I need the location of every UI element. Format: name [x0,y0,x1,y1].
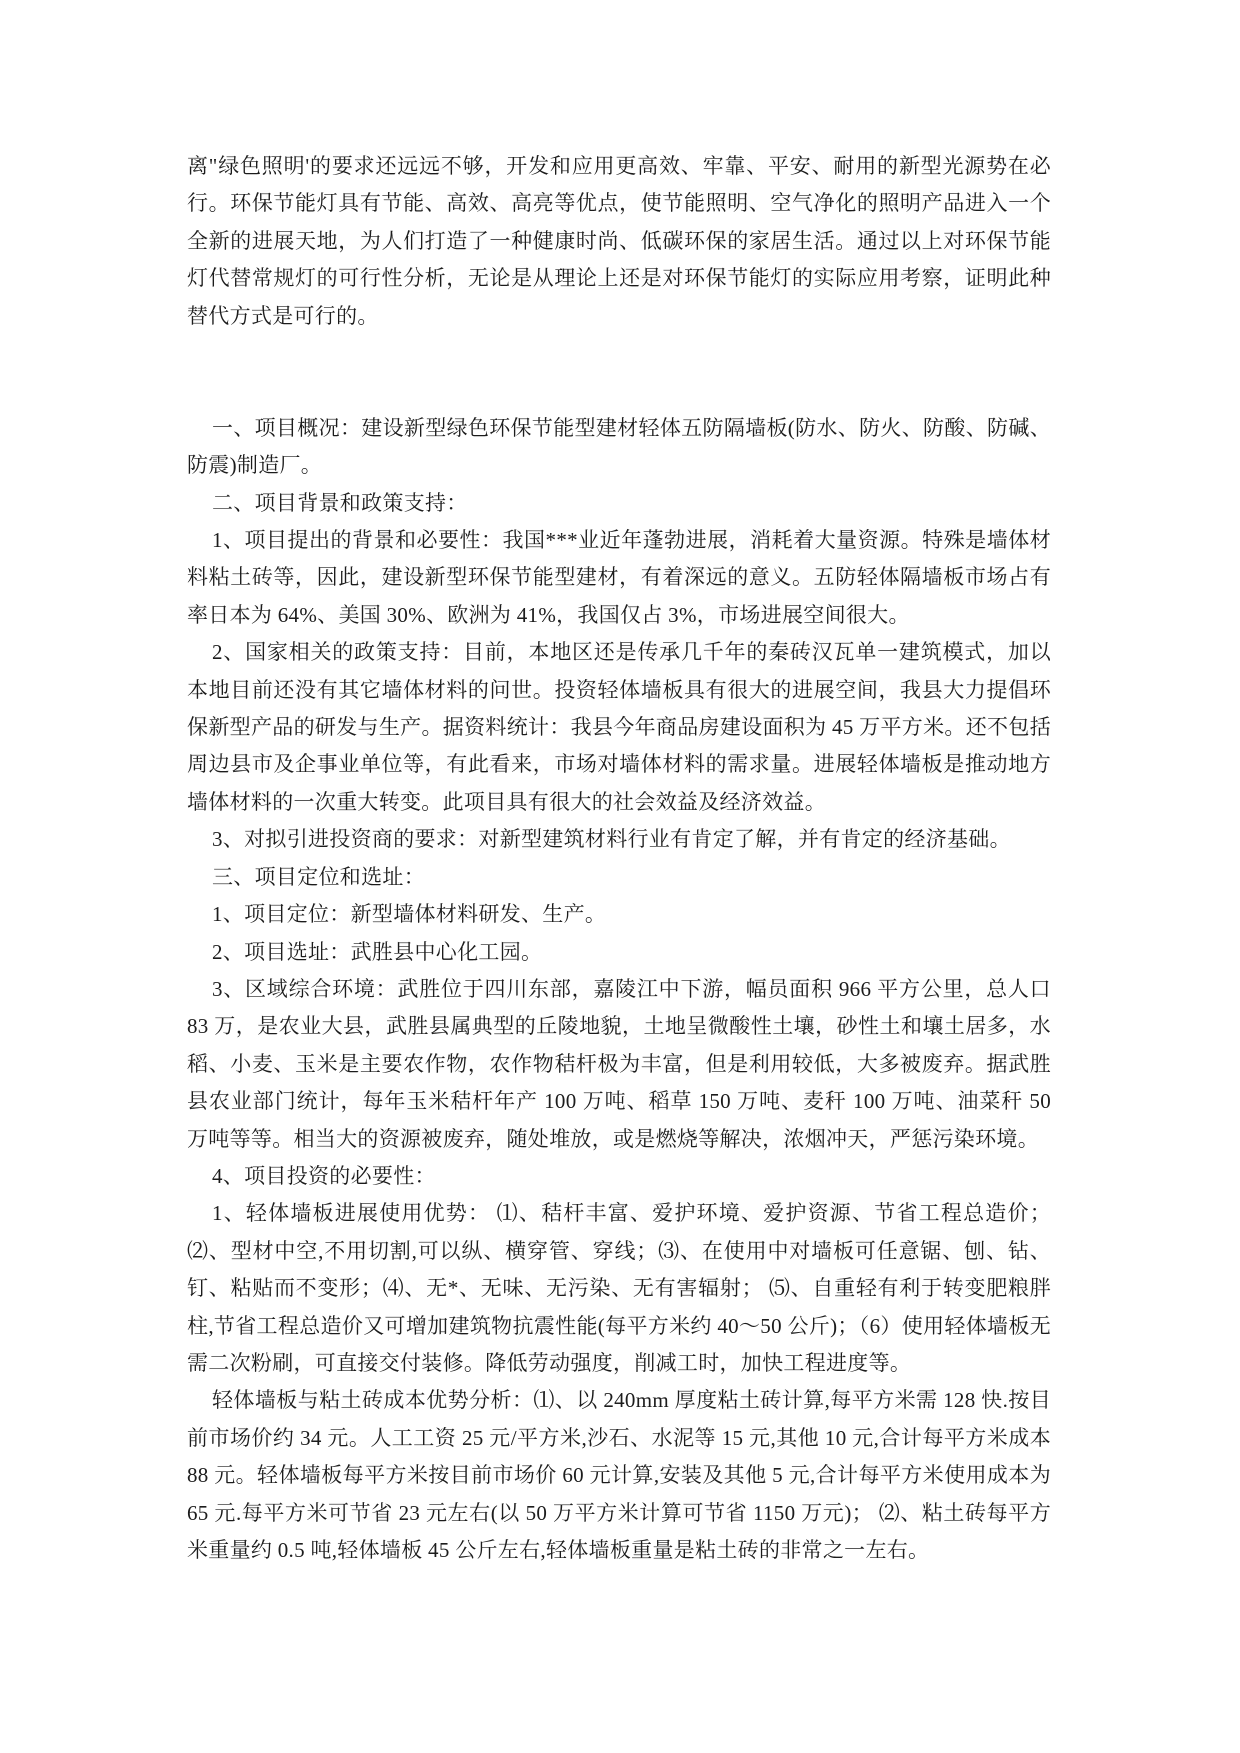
paragraph-policy-support: 2、国家相关的政策支持：目前，本地区还是传承几千年的秦砖汉瓦单一建筑模式，加以本地目前还没有其它墙体材料的问世。投资轻体墙板具有很大的进展空间，我县大力提倡环保新型产品的研发与生产。据资料统计：我县今年商品房建设面积为 45 万平方米。还不包括周边县市及企事业单位等，有此看来，市场对墙体材料的需求量。进展轻体墙板是推动地方墙体材料的一次重大转变。此项目具有很大的社会效益及经济效益。 [187,640,1051,814]
paragraph-project-overview: 一、项目概况：建设新型绿色环保节能型建材轻体五防隔墙板(防水、防火、防酸、防碱、防震)制造厂。 [187,415,1051,478]
paragraph-wallboard-advantages: 1、轻体墙板进展使用优势： ⑴、秸杆丰富、爱护环境、爱护资源、节省工程总造价；⑵、型材中空,不用切割,可以纵、横穿管、穿线；⑶、在使用中对墙板可任意锯、刨、钻、钉、粘贴而不变形；⑷、无*、无味、无污染、无有害辐射； ⑸、自重轻有利于转变肥粮胖柱,节省工程总造价又可增加建筑物抗震性能(每平方米约 40～50 公斤)；（6）使用轻体墙板无需二次粉刷，可直接交付装修。降低劳动强度，削减工时，加快工程进度等。 [187,1201,1051,1375]
heading-investment-necessity: 4、项目投资的必要性： [212,1163,436,1188]
heading-project-location: 三、项目定位和选址： [212,864,425,889]
paragraph-regional-environment: 3、区域综合环境：武胜位于四川东部，嘉陵江中下游，幅员面积 966 平方公里，总人口 83 万，是农业大县，武胜县属典型的丘陵地貌，土地呈微酸性土壤，砂性土和壤土居多，水稻、小麦、玉米是主要农作物，农作物秸杆极为丰富，但是利用较低，大多被废弃。据武胜县农业部门统计，每年玉米秸杆年产 100 万吨、稻草 150 万吨、麦秆 100 万吨、油菜秆 50 万吨等等。相当大的资源被废弃，随处堆放，或是燃烧等解决，浓烟冲天，严惩污染环境。 [187,976,1051,1151]
paragraph-investor-requirements: 3、对拟引进投资商的要求：对新型建筑材料行业有肯定了解，并有肯定的经济基础。 [212,827,1011,852]
paragraph-background-necessity: 1、项目提出的背景和必要性：我国***业近年蓬勃进展，消耗着大量资源。特殊是墙体材料粘土砖等，因此，建设新型环保节能型建材，有着深远的意义。五防轻体隔墙板市场占有率日本为 64%、美国 30%、欧洲为 41%，我国仅占 3%，市场进展空间很大。 [187,528,1051,627]
heading-project-background: 二、项目背景和政策支持： [212,490,468,515]
paragraph-project-positioning: 1、项目定位：新型墙体材料研发、生产。 [212,902,607,927]
paragraph-cost-analysis: 轻体墙板与粘土砖成本优势分析：⑴、以 240mm 厚度粘土砖计算,每平方米需 128 快.按目前市场价约 34 元。人工工资 25 元/平方米,沙石、水泥等 15 元,其他 10 元,合计每平方米成本 88 元。轻体墙板每平方米按目前市场价 60 元计算,安装及其他 5 元,合计每平方米使用成本为 65 元.每平方米可节省 23 元左右(以 50 万平方米计算可节省 1150 万元)； ⑵、粘土砖每平方米重量约 0.5 吨,轻体墙板 45 公斤左右,轻体墙板重量是粘土砖的非常之一左右。 [187,1388,1051,1563]
paragraph-green-lighting-conclusion: 离"绿色照明'的要求还远远不够，开发和应用更高效、牢靠、平安、耐用的新型光源势在必行。环保节能灯具有节能、高效、高亮等优点，使节能照明、空气净化的照明产品进入一个全新的进展天地，为人们打造了一种健康时尚、低碳环保的家居生活。通过以上对环保节能灯代替常规灯的可行性分析，无论是从理论上还是对环保节能灯的实际应用考察，证明此种替代方式是可行的。 [187,154,1051,328]
paragraph-site-selection: 2、项目选址：武胜县中心化工园。 [212,939,543,964]
